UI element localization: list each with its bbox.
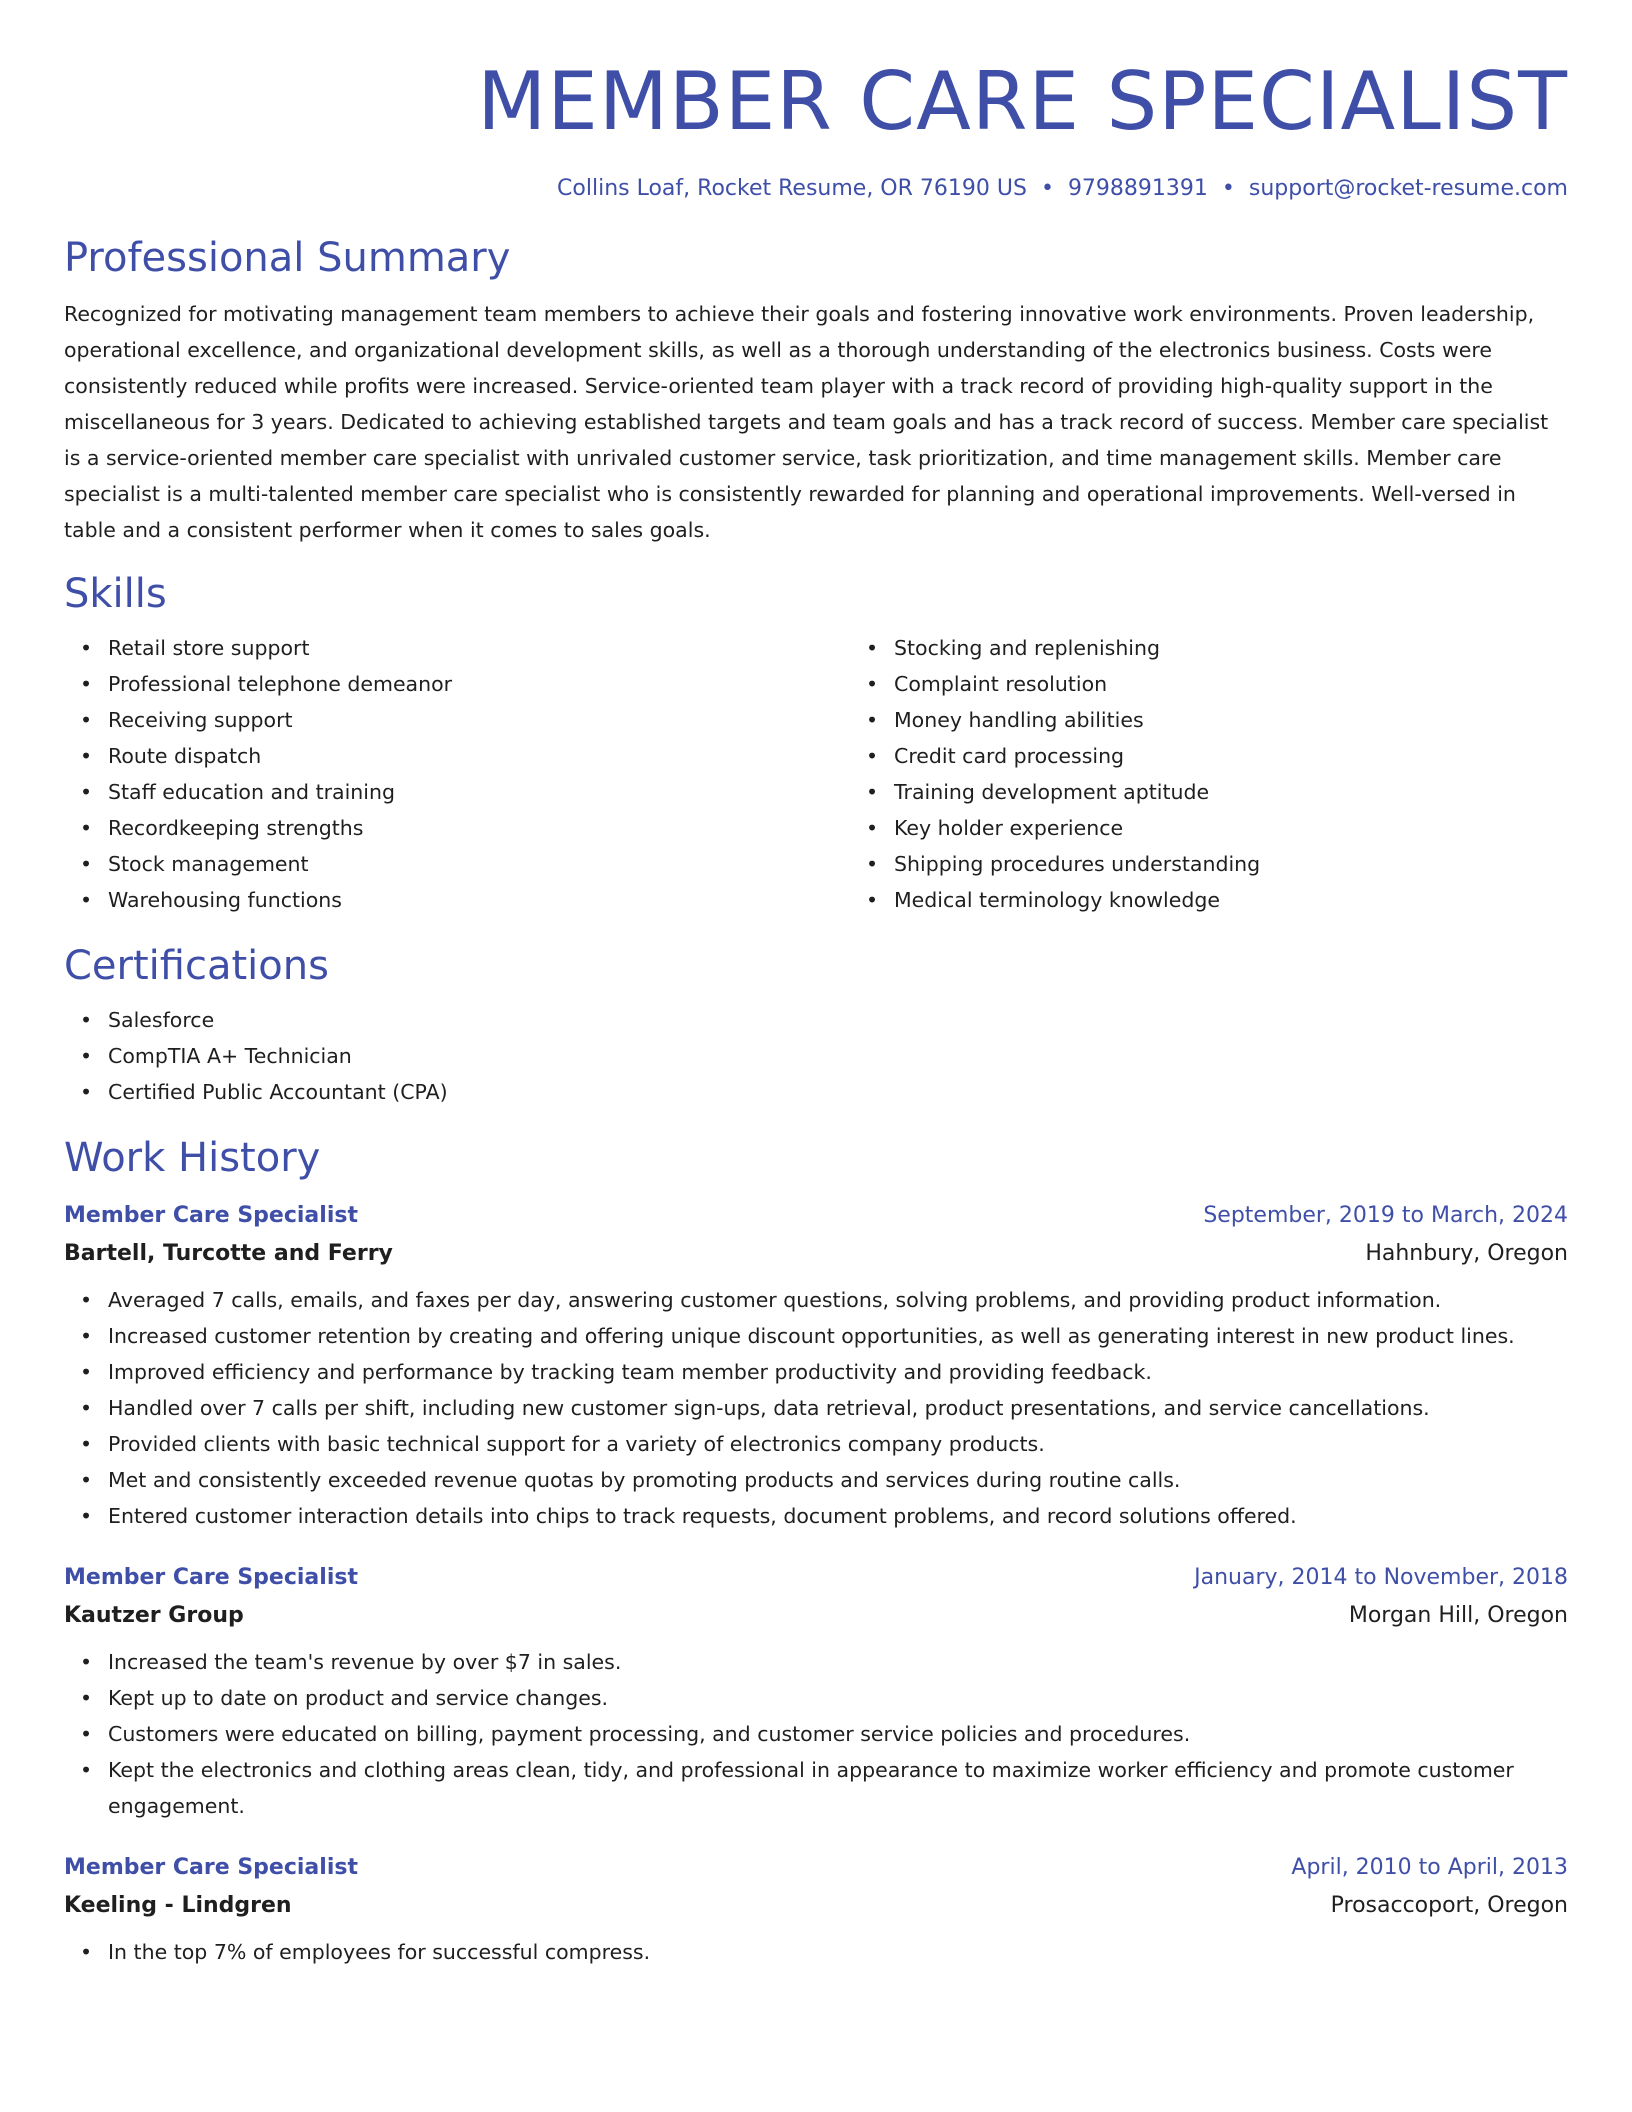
list-item bbox=[80, 1038, 1568, 1074]
job-title: Member Care Specialist bbox=[64, 1203, 358, 1228]
list-item bbox=[80, 1462, 1568, 1498]
contact-email[interactable]: support@rocket-resume.com bbox=[1248, 176, 1568, 201]
bullet-icon: • bbox=[80, 1324, 93, 1348]
resume-header bbox=[64, 0, 1568, 204]
job-company: Bartell, Turcotte and Ferry bbox=[64, 1241, 393, 1266]
list-item-text: Medical terminology knowledge bbox=[894, 888, 1220, 912]
bullet-icon: • bbox=[80, 1650, 93, 1674]
list-item-text: Improved efficiency and performance by tracking team member productivity and providing feedback. bbox=[108, 1360, 1152, 1384]
job-location: Prosaccoport, Oregon bbox=[1330, 1893, 1568, 1918]
job-list bbox=[64, 1198, 1568, 1970]
job-company-row bbox=[64, 1234, 1568, 1274]
list-item-text: Shipping procedures understanding bbox=[894, 852, 1261, 876]
list-item-text: Money handling abilities bbox=[894, 708, 1144, 732]
list-item-text: Customers were educated on billing, payment processing, and customer service policies and procedures. bbox=[108, 1722, 1191, 1746]
list-item-text: Recordkeeping strengths bbox=[108, 816, 364, 840]
list-item-text: Averaged 7 calls, emails, and faxes per day, answering customer questions, solving problems, and providing product information. bbox=[108, 1288, 1442, 1312]
list-item-text: Complaint resolution bbox=[894, 672, 1108, 696]
bullet-icon: • bbox=[80, 1288, 93, 1312]
list-item-text: Route dispatch bbox=[108, 744, 262, 768]
contact-phone[interactable]: 9798891391 bbox=[1067, 176, 1208, 201]
list-item bbox=[80, 1934, 1568, 1970]
list-item-text: Handled over 7 calls per shift, including new customer sign-ups, data retrieval, product presentations, and service cancellations. bbox=[108, 1396, 1430, 1420]
list-item bbox=[866, 810, 1260, 846]
bullet-icon: • bbox=[80, 1432, 93, 1456]
job-company: Kautzer Group bbox=[64, 1603, 244, 1628]
job-title-row bbox=[64, 1198, 1568, 1234]
list-item-text: CompTIA A+ Technician bbox=[108, 1044, 352, 1068]
job-dates: April, 2010 to April, 2013 bbox=[1291, 1855, 1568, 1880]
list-item bbox=[80, 738, 850, 774]
bullet-icon: • bbox=[80, 1360, 93, 1384]
job-company-row bbox=[64, 1596, 1568, 1636]
work-history-heading: Work History bbox=[64, 1135, 321, 1181]
summary-heading: Professional Summary bbox=[64, 235, 511, 281]
bullet-icon: • bbox=[866, 888, 879, 912]
list-item bbox=[80, 846, 850, 882]
list-item bbox=[866, 738, 1260, 774]
list-item bbox=[80, 1074, 1568, 1110]
list-item bbox=[80, 1002, 1568, 1038]
bullet-icon: • bbox=[80, 1758, 93, 1782]
job-title: Member Care Specialist bbox=[64, 1565, 358, 1590]
certifications-list bbox=[64, 1002, 1568, 1110]
bullet-icon: • bbox=[866, 708, 879, 732]
skills-list-left bbox=[64, 630, 850, 918]
list-item-text: Training development aptitude bbox=[894, 780, 1210, 804]
list-item bbox=[866, 702, 1260, 738]
list-item bbox=[80, 1426, 1568, 1462]
job-company-row bbox=[64, 1886, 1568, 1926]
list-item bbox=[80, 1318, 1568, 1354]
bullet-icon: • bbox=[80, 636, 93, 660]
bullet-icon: • bbox=[866, 744, 879, 768]
bullet-icon: • bbox=[80, 672, 93, 696]
list-item-text: Stock management bbox=[108, 852, 309, 876]
bullet-icon: • bbox=[80, 1468, 93, 1492]
list-item bbox=[80, 702, 850, 738]
list-item bbox=[866, 666, 1260, 702]
list-item-text: Kept up to date on product and service changes. bbox=[108, 1686, 609, 1710]
bullet-icon: • bbox=[80, 780, 93, 804]
skills-columns bbox=[64, 620, 1568, 918]
bullet-icon: • bbox=[80, 1940, 93, 1964]
summary-text: Recognized for motivating management team members to achieve their goals and fostering innovative work environments. Proven leadership, operational excellence, and organizational development skills, as well as a thorough understanding of the electronics business. Costs were consistently reduced while profits were increased. Service-oriented team player with a track record of providing high-quality support in the miscellaneous for 3 years. Dedicated to achieving established targets and team goals and has a track record of success. Member care specialist is a service-oriented member care specialist with unrivaled customer service, task prioritization, and time management skills. Member care specialist is a multi-talented member care specialist who is consistently rewarded for planning and operational improvements. Well-versed in table and a consistent performer when it comes to sales goals. bbox=[64, 302, 1549, 542]
list-item bbox=[80, 1282, 1568, 1318]
list-item bbox=[80, 1390, 1568, 1426]
list-item-text: Salesforce bbox=[108, 1008, 215, 1032]
contact-separator: • bbox=[1221, 176, 1235, 201]
job-bullets bbox=[64, 1644, 1568, 1824]
list-item-text: Retail store support bbox=[108, 636, 310, 660]
job-company: Keeling - Lindgren bbox=[64, 1893, 292, 1918]
contact-line bbox=[64, 174, 1568, 204]
bullet-icon: • bbox=[80, 744, 93, 768]
list-item bbox=[80, 810, 850, 846]
bullet-icon: • bbox=[80, 1686, 93, 1710]
bullet-icon: • bbox=[80, 1080, 93, 1104]
job-title: Member Care Specialist bbox=[64, 1855, 358, 1880]
list-item-text: Kept the electronics and clothing areas clean, tidy, and professional in appearance to maximize worker efficiency and promote customer engagement. bbox=[108, 1758, 1514, 1818]
contact-separator: • bbox=[1040, 176, 1054, 201]
job-location: Hahnbury, Oregon bbox=[1365, 1241, 1568, 1266]
list-item-text: Staff education and training bbox=[108, 780, 395, 804]
skills-heading: Skills bbox=[64, 571, 167, 617]
bullet-icon: • bbox=[80, 1044, 93, 1068]
bullet-icon: • bbox=[80, 1504, 93, 1528]
job-location: Morgan Hill, Oregon bbox=[1348, 1603, 1568, 1628]
list-item-text: Met and consistently exceeded revenue quotas by promoting products and services during routine calls. bbox=[108, 1468, 1181, 1492]
list-item bbox=[80, 1716, 1568, 1752]
contact-address: Collins Loaf, Rocket Resume, OR 76190 US bbox=[557, 176, 1027, 201]
list-item-text: Professional telephone demeanor bbox=[108, 672, 453, 696]
certifications-section bbox=[64, 940, 1568, 1110]
resume-title: MEMBER CARE SPECIALIST bbox=[477, 55, 1568, 148]
bullet-icon: • bbox=[80, 888, 93, 912]
bullet-icon: • bbox=[80, 1008, 93, 1032]
job-dates: September, 2019 to March, 2024 bbox=[1203, 1203, 1568, 1228]
list-item bbox=[80, 1498, 1568, 1534]
job-entry bbox=[64, 1560, 1568, 1824]
job-entry bbox=[64, 1850, 1568, 1970]
list-item-text: Credit card processing bbox=[894, 744, 1125, 768]
job-entry bbox=[64, 1198, 1568, 1534]
list-item bbox=[866, 630, 1260, 666]
list-item bbox=[80, 1752, 1568, 1824]
list-item bbox=[80, 1680, 1568, 1716]
list-item bbox=[866, 774, 1260, 810]
bullet-icon: • bbox=[866, 636, 879, 660]
summary-section bbox=[64, 232, 1568, 548]
list-item-text: Increased customer retention by creating and offering unique discount opportunities, as well as generating interest in new product lines. bbox=[108, 1324, 1515, 1348]
bullet-icon: • bbox=[80, 708, 93, 732]
job-title-row bbox=[64, 1850, 1568, 1886]
bullet-icon: • bbox=[866, 816, 879, 840]
certifications-heading: Certifications bbox=[64, 943, 329, 989]
list-item-text: In the top 7% of employees for successful compress. bbox=[108, 1940, 651, 1964]
list-item bbox=[80, 774, 850, 810]
list-item-text: Key holder experience bbox=[894, 816, 1124, 840]
list-item-text: Entered customer interaction details into chips to track requests, document problems, and record solutions offered. bbox=[108, 1504, 1297, 1528]
job-bullets bbox=[64, 1282, 1568, 1534]
list-item bbox=[866, 846, 1261, 882]
list-item-text: Provided clients with basic technical support for a variety of electronics company products. bbox=[108, 1432, 1045, 1456]
list-item bbox=[80, 630, 850, 666]
skills-list-right bbox=[850, 630, 1260, 918]
list-item bbox=[866, 882, 1260, 918]
bullet-icon: • bbox=[80, 816, 93, 840]
list-item-text: Receiving support bbox=[108, 708, 293, 732]
bullet-icon: • bbox=[80, 1396, 93, 1420]
list-item bbox=[80, 666, 850, 702]
skills-section bbox=[64, 568, 1568, 918]
list-item-text: Increased the team's revenue by over $7 in sales. bbox=[108, 1650, 622, 1674]
work-history-section bbox=[64, 1132, 1568, 1970]
list-item bbox=[80, 1354, 1568, 1390]
list-item bbox=[80, 1644, 1568, 1680]
bullet-icon: • bbox=[80, 1722, 93, 1746]
bullet-icon: • bbox=[866, 852, 879, 876]
job-bullets bbox=[64, 1934, 1568, 1970]
list-item-text: Warehousing functions bbox=[108, 888, 342, 912]
bullet-icon: • bbox=[866, 780, 879, 804]
list-item-text: Certified Public Accountant (CPA) bbox=[108, 1080, 448, 1104]
list-item-text: Stocking and replenishing bbox=[894, 636, 1161, 660]
job-title-row bbox=[64, 1560, 1568, 1596]
bullet-icon: • bbox=[80, 852, 93, 876]
job-dates: January, 2014 to November, 2018 bbox=[1194, 1565, 1568, 1590]
bullet-icon: • bbox=[866, 672, 879, 696]
list-item bbox=[80, 882, 850, 918]
